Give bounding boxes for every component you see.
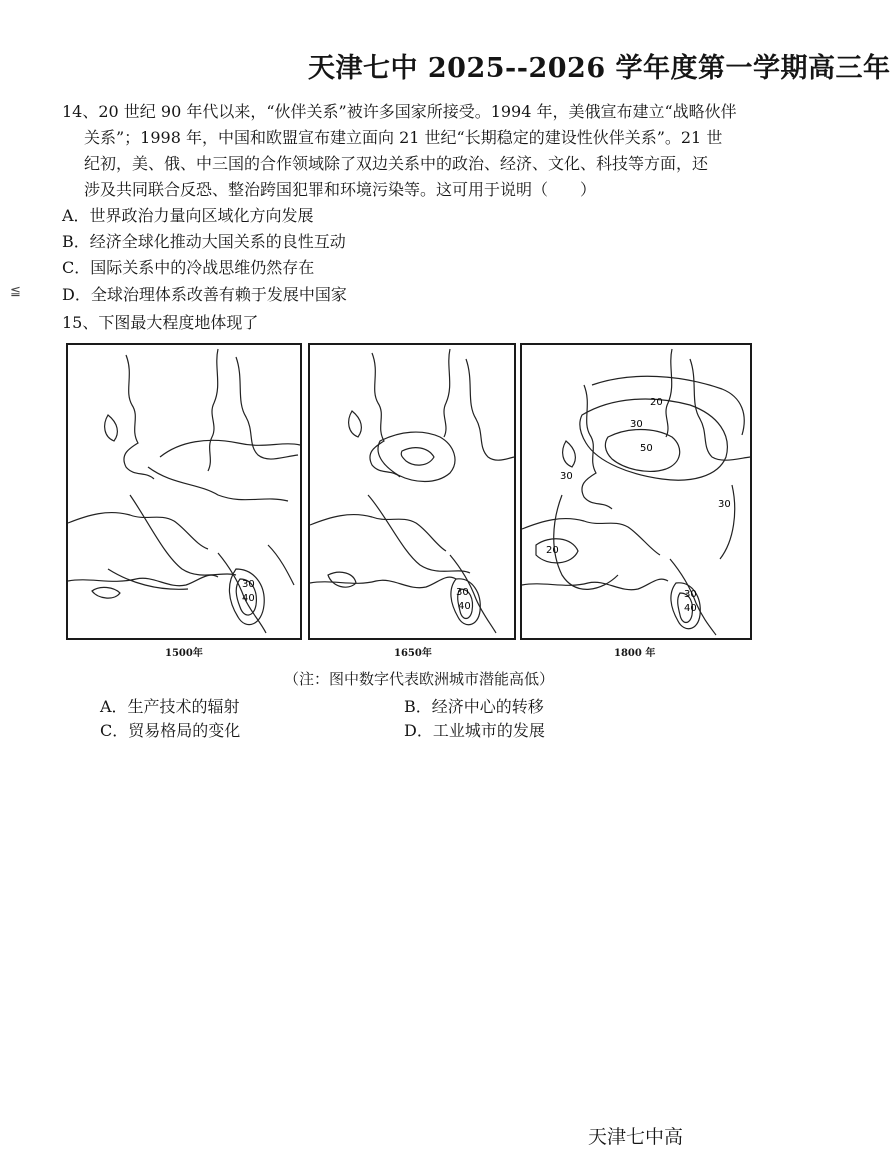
coastline-ireland: [349, 411, 362, 437]
q14-stem-line-2: 关系”；1998 年，中国和欧盟宣布建立面向 21 世纪“长期稳定的建设性伙伴关系”。21 世: [84, 128, 723, 147]
map-note: （注：图中数字代表欧洲城市潜能高低）: [284, 670, 555, 688]
europe-map-1650-svg: [310, 345, 514, 638]
q14-stem-line-1: 14、20 世纪 90 年代以来，“伙伴关系”被许多国家所接受。1994 年，美俄宣布建立“战略伙伴: [62, 102, 737, 121]
q15-option-c: C．贸易格局的变化: [100, 721, 241, 740]
contour-label-20-north: 20: [650, 397, 663, 408]
exam-title: 天津七中 2025--2026 学年度第一学期高三年: [308, 53, 891, 84]
coastline-iberia-north: [310, 515, 446, 551]
coastline-iberia-north: [68, 513, 208, 549]
contour-central: [148, 467, 288, 501]
coastline-baltic: [466, 359, 514, 460]
contour-east: [720, 485, 735, 559]
q15-option-b: B．经济中心的转移: [404, 697, 544, 716]
coastline-scandinavia: [208, 349, 218, 471]
contour-iberia: [328, 572, 356, 587]
contour-label-20-iberia: 20: [546, 545, 559, 556]
q14-option-d: D．全球治理体系改善有赖于发展中国家: [62, 285, 347, 304]
map-year-1800: 1800 年: [614, 648, 656, 659]
q15-stem: 15、下图最大程度地体现了: [62, 313, 259, 332]
contour-label-30-east: 30: [718, 499, 731, 510]
contour-core: [401, 448, 434, 465]
coastline-balkans: [268, 545, 294, 585]
coastline-ireland: [563, 441, 576, 467]
contour-label-40: 40: [458, 601, 471, 612]
q14-option-a: A．世界政治力量向区域化方向发展: [62, 206, 314, 225]
contour-label-40-italy: 40: [684, 603, 697, 614]
trade-route-north: [160, 440, 300, 457]
coastline-britain: [124, 355, 154, 479]
q15-option-d: D．工业城市的发展: [404, 721, 545, 740]
coastline-scandinavia: [444, 349, 450, 437]
map-1650: [308, 343, 516, 640]
map-year-1650: 1650年: [394, 648, 432, 659]
contour-label-30-west: 30: [560, 471, 573, 482]
q14-option-b: B．经济全球化推动大国关系的良性互动: [62, 232, 346, 251]
island-outline: [92, 587, 120, 598]
contour-west: [554, 495, 618, 589]
q15-option-a: A．生产技术的辐射: [100, 697, 240, 716]
contour-label-30-north: 30: [630, 419, 643, 430]
contour-label-40: 40: [242, 593, 255, 604]
margin-mark: ≦: [10, 284, 21, 299]
coastline-scandinavia: [666, 349, 672, 437]
europe-map-1500-svg: [68, 345, 300, 638]
map-1500: [66, 343, 302, 640]
europe-map-1800-svg: [522, 345, 750, 638]
contour-label-50: 50: [640, 443, 653, 454]
question-14: [62, 99, 797, 203]
coastline-ireland: [105, 415, 118, 441]
map-1800: [520, 343, 752, 640]
map-year-1500: 1500年: [165, 648, 203, 659]
q14-option-c: C．国际关系中的冷战思维仍然存在: [62, 258, 315, 277]
coastline-baltic: [690, 359, 750, 460]
q14-stem-line-3: 纪初，美、俄、中三国的合作领域除了双边关系中的政治、经济、文化、科技等方面，还: [84, 154, 709, 173]
contour-lowcountries: [378, 432, 455, 481]
contour-label-30: 30: [456, 587, 469, 598]
coastline-britain: [370, 353, 400, 477]
contour-south: [130, 495, 236, 575]
contour-label-30: 30: [242, 579, 255, 590]
q14-stem-line-4: 涉及共同联合反恐、整治跨国犯罪和环境污染等。这可用于说明（ ）: [84, 180, 597, 199]
footer-stamp: 天津七中高: [588, 1126, 684, 1148]
coastline-iberia-north: [522, 519, 660, 555]
contour-label-30-italy: 30: [684, 589, 697, 600]
